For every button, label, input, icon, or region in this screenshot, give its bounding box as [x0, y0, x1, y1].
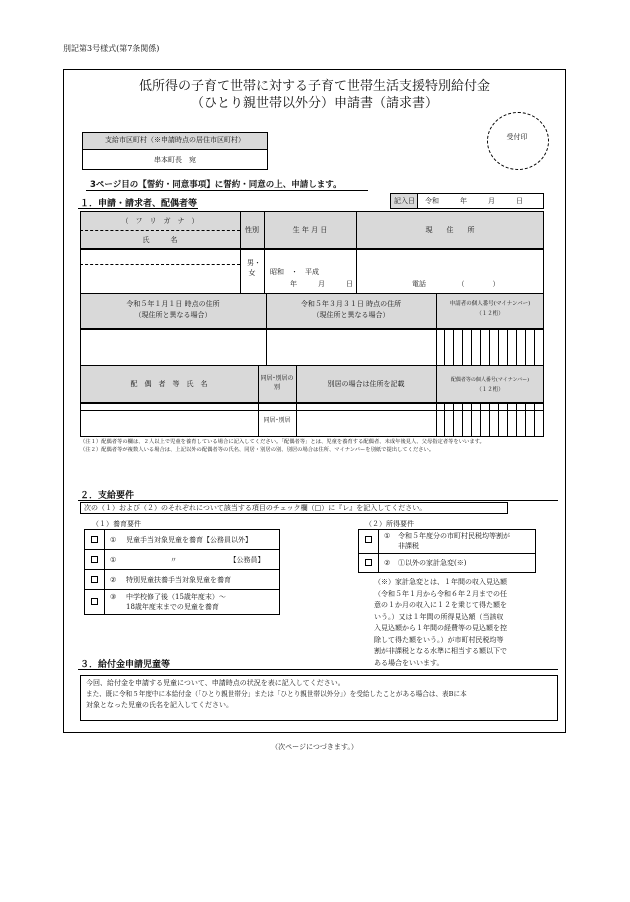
item2-2-text: ①以外の家計急変(※): [398, 559, 467, 567]
continued-footer: （次ページにつづきます。）: [271, 743, 358, 751]
sex-label: 性別: [245, 226, 259, 234]
title-line-1: 低所得の子育て世帯に対する子育て世帯生活支援特別給付金: [138, 79, 490, 94]
mynumber-spouse-label: 配偶者等の個人番号(マイナンバー): [450, 377, 530, 383]
cohabit-value[interactable]: 同居･別居: [263, 417, 291, 424]
addr-jan-sub: （現住所と異なる場合）: [134, 311, 212, 319]
mynumber-applicant-grid[interactable]: [436, 329, 544, 365]
municipality-value: 串本町長 宛: [154, 156, 196, 164]
birthdate-ymd[interactable]: 年 月 日: [290, 280, 353, 288]
section3-line1: 今回、給付金を申請する児童について、申請時点の状況を表に記入してください。: [86, 679, 345, 687]
requirement2-label: （２）所得要件: [365, 520, 414, 528]
note-2: （注２）配偶者等が複数人いる場合は、上記以外の配偶者等の氏名、同居・別居の別、別居の場合は住所、マイナンバーを別紙で提出してください。: [80, 447, 435, 453]
sex-options[interactable]: 男・女: [247, 259, 261, 277]
checkbox-tax-exempt[interactable]: [365, 536, 372, 543]
checkbox-child-allowance-public[interactable]: [91, 556, 98, 563]
separate-address-label: 別居の場合は住所を記載: [327, 380, 405, 388]
requirement1-label: （１）養育要件: [92, 520, 141, 528]
municipality-label: 支給市区町村（※申請時点の居住市区町村）: [105, 136, 245, 144]
era-options[interactable]: 昭和 ・ 平成: [270, 268, 319, 276]
section2-heading: ２．支給要件: [80, 491, 135, 501]
date-field[interactable]: 令和 年 月 日: [425, 197, 523, 205]
mynumber-spouse-grid[interactable]: [436, 403, 544, 437]
date-label: 記入日: [394, 197, 415, 205]
addr-jan-label: 令和５年１月１日 時点の住所: [126, 300, 220, 308]
furigana-label: （ フ リ ガ ナ ）: [121, 217, 199, 225]
addr-mar-label: 令和５年３月３１日 時点の住所: [300, 300, 402, 308]
item1-4-text2: 18歳年度末までの児童を養育: [126, 603, 219, 611]
form-reference: 別記第3号様式(第7条関係): [63, 44, 160, 53]
section3-heading: ３．給付金申請児童等: [80, 660, 171, 670]
mynumber-12-label: （１２桁）: [476, 311, 504, 317]
section3-line3: 対象となった児童の氏名を記入してください。: [86, 701, 233, 709]
section2-instruction: 次の（１）および（２）のそれぞれについて該当する項目のチェック欄（□）に『レ』を記入してください。: [84, 504, 427, 512]
household-change-note: （※）家計急変とは、１年間の収入見込額 （令和５年１月から令和６年２月までの任 意の１か月の収入に１２を乗じて得た額を いう。）又は１年間の所得見込額（当該収 入見込額から１年間の経費等の見込額を控 除して得た額をいう。）が市町村民税均等 割が非課税となる水準に相当する額以下で ある場合をいいます。: [374, 578, 507, 667]
birthdate-label: 生 年 月 日: [292, 226, 328, 234]
name-label: 氏 名: [142, 236, 178, 244]
section1-heading: １．申請・請求者、配偶者等: [80, 199, 198, 209]
item1-4-text: 中学校修了後（15歳年度末）～: [126, 593, 226, 601]
cohabit-label: 同居･別居の別: [260, 375, 294, 391]
spouse-name-label: 配 偶 者 等 氏 名: [130, 380, 208, 388]
section3-line2: また、既に令和５年度中に本給付金（「ひとり親世帯分」または「ひとり親世帯以外分」）を受給したことがある場合は、表Bに本: [86, 690, 467, 698]
note-1: （注１）配偶者等の欄は、２人以上で児童を養育している場合に記入してください。「配偶者等」とは、児童を養育する配偶者、未成年後見人、父母指定者等をいいます。: [80, 439, 485, 445]
mynumber-spouse-12-label: （１２桁）: [476, 387, 504, 393]
checkbox-child-allowance-non-public[interactable]: [91, 536, 98, 543]
address-label: 現 住 所: [425, 226, 475, 234]
phone-field[interactable]: 電話 （ ）: [412, 280, 500, 288]
pledge-notice: 3ページ目の【誓約・同意事項】に誓約・同意の上、申請します。: [90, 180, 342, 190]
checkbox-household-income-change[interactable]: [365, 559, 372, 566]
title-line-2: （ひとり親世帯以外分）申請書（請求書）: [190, 96, 438, 111]
item1-1-text: 児童手当対象児童を養育【公務員以外】: [126, 536, 252, 544]
item2-1-text2: 非課税: [398, 542, 419, 550]
addr-mar-sub: （現住所と異なる場合）: [312, 311, 390, 319]
item1-2-text: 〃 【公務員】: [170, 556, 265, 564]
checkbox-junior-high-graduate[interactable]: [91, 598, 98, 605]
item1-3-text: 特別児童扶養手当対象児童を養育: [126, 576, 231, 584]
stamp-label: 受付印: [506, 133, 528, 141]
checkbox-special-child-allowance[interactable]: [91, 576, 98, 583]
item2-1-text: 令和５年度分の市町村民税均等割が: [398, 532, 510, 540]
mynumber-applicant-label: 申請者の個人番号(マイナンバー): [449, 301, 531, 307]
